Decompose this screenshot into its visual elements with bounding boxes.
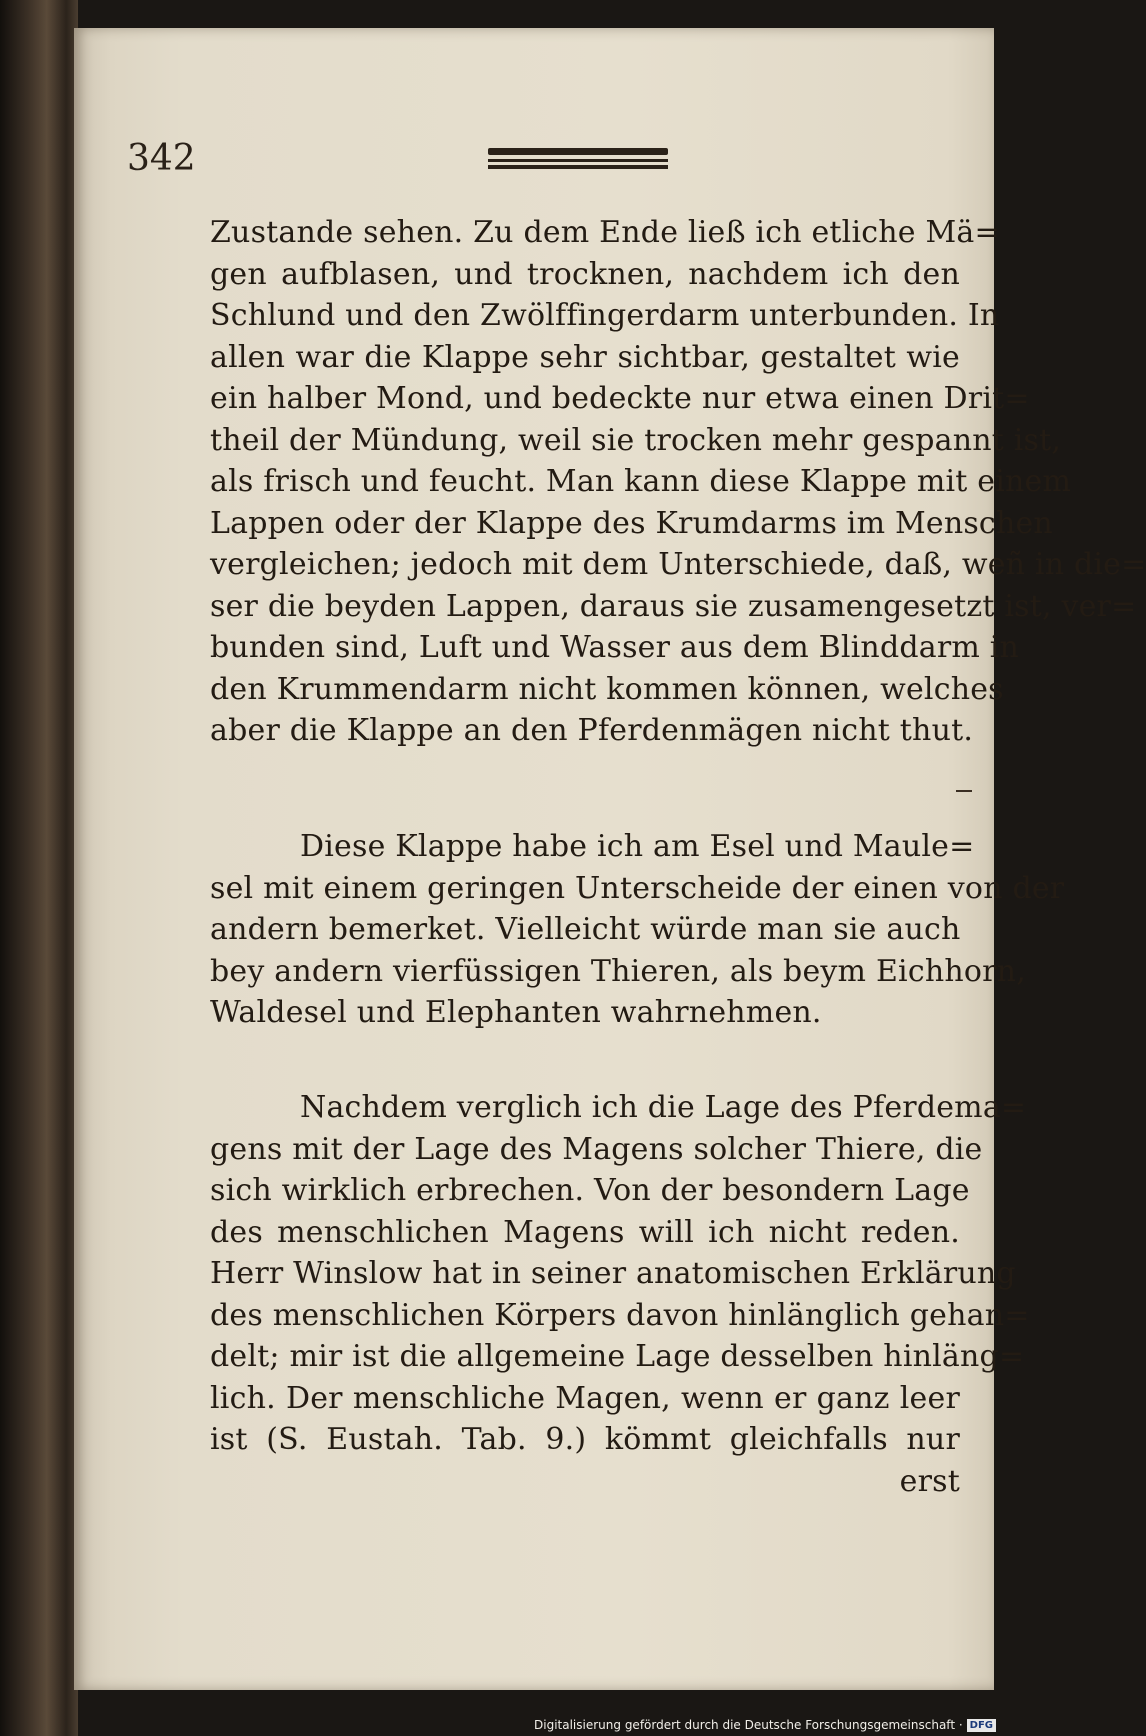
text-line: vergleichen; jedoch mit dem Unterschiede, daß, weñ in die= xyxy=(210,547,1146,582)
text-line: Herr Winslow hat in seiner anatomischen Erklärung xyxy=(210,1256,1016,1291)
text-line: bey andern vierfüssigen Thieren, als beym Eichhorn, xyxy=(210,953,1026,989)
text-line: theil der Mündung, weil sie trocken mehr gespannt ist, xyxy=(210,422,1062,458)
paragraph-2 xyxy=(210,826,1065,1034)
text-line: Nachdem verglich ich die Lage des Pferdema= xyxy=(300,1090,1027,1125)
text-line: den Krummendarm nicht kommen können, welches xyxy=(210,671,1004,707)
dfg-logo: DFG xyxy=(967,1719,996,1732)
text-line: ist (S. Eustah. Tab. 9.) kömmt gleichfalls nur xyxy=(210,1422,960,1457)
text-line: gen aufblasen, und trocknen, nachdem ich den xyxy=(210,256,960,292)
text-line: des menschlichen Magens will ich nicht reden. xyxy=(210,1214,960,1250)
text-line: lich. Der menschliche Magen, wenn er ganz leer xyxy=(210,1380,960,1416)
text-line: andern bemerket. Vielleicht würde man sie auch xyxy=(210,912,961,947)
text-line: Lappen oder der Klappe des Krumdarms im Menschen xyxy=(210,505,1053,541)
credit-text: Digitalisierung gefördert durch die Deutsche Forschungsgemeinschaft · xyxy=(534,1718,963,1732)
text-line: sel mit einem geringen Unterscheide der einen von der xyxy=(210,870,1065,906)
text-line: als frisch und feucht. Man kann diese Klappe mit einem xyxy=(210,464,1072,499)
paragraph-1 xyxy=(210,212,1146,752)
text-line: Schlund und den Zwölffingerdarm unterbunden. In xyxy=(210,298,1000,333)
text-line: bunden sind, Luft und Wasser aus dem Blinddarm in xyxy=(210,630,1020,665)
text-line: Diese Klappe habe ich am Esel und Maule= xyxy=(300,829,975,864)
text-line: gens mit der Lage des Magens solcher Thiere, die xyxy=(210,1131,983,1167)
text-line: sich wirklich erbrechen. Von der besondern Lage xyxy=(210,1173,970,1208)
catchword: erst xyxy=(899,1463,960,1499)
text-line: ein halber Mond, und bedeckte nur etwa einen Drit= xyxy=(210,381,1030,416)
text-line: aber die Klappe an den Pferdenmägen nicht thut. xyxy=(210,713,974,748)
page-number: 342 xyxy=(127,138,196,179)
book-spine-edge xyxy=(0,0,78,1736)
text-line: delt; mir ist die allgemeine Lage desselben hinläng= xyxy=(210,1339,1025,1374)
text-line: allen war die Klappe sehr sichtbar, gestaltet wie xyxy=(210,339,960,375)
text-line: ser die beyden Lappen, daraus sie zusamengesetzt ist, ver= xyxy=(210,588,1137,624)
paragraph-3 xyxy=(210,1087,1030,1502)
text-line: Zustande sehen. Zu dem Ende ließ ich etliche Mä= xyxy=(210,215,1000,250)
header-ornament-rule xyxy=(488,148,668,170)
text-line: des menschlichen Körpers davon hinlänglich gehan= xyxy=(210,1297,1030,1333)
margin-dash-mark xyxy=(956,790,972,792)
text-line: Waldesel und Elephanten wahrnehmen. xyxy=(210,995,822,1030)
digitization-credit xyxy=(534,1718,996,1732)
